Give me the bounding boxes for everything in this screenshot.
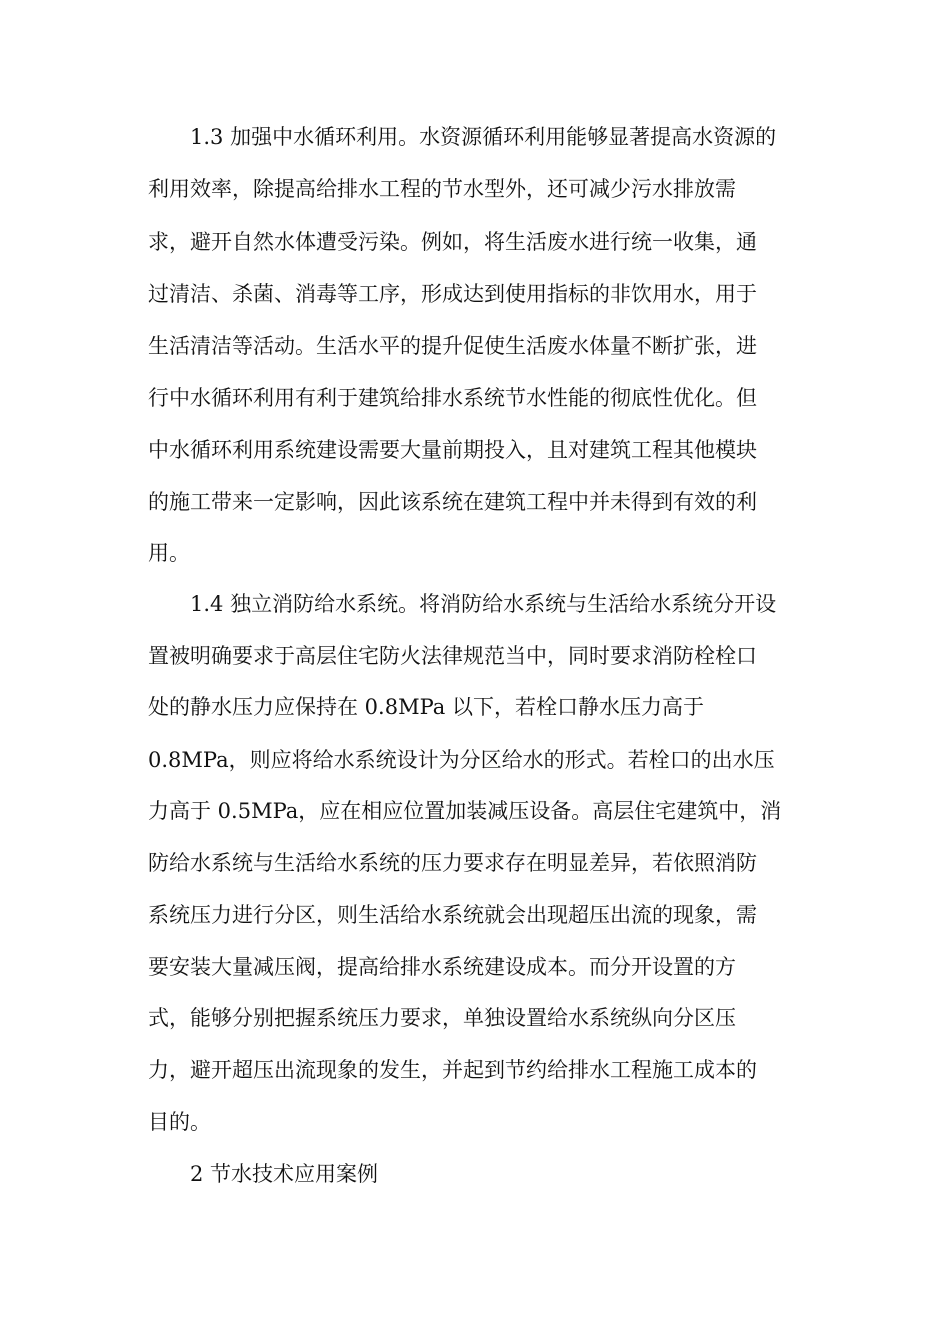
paragraph-2-line-10: 力，避开超压出流现象的发生，并起到节约给排水工程施工成本的 [148, 1058, 757, 1082]
paragraph-2-line-4: 0.8MPa，则应将给水系统设计为分区给水的形式。若栓口的出水压 [148, 748, 775, 772]
paragraph-2-line-11: 目的。 [148, 1110, 211, 1134]
paragraph-2-line-5: 力高于 0.5MPa，应在相应位置加装减压设备。高层住宅建筑中，消 [148, 799, 782, 823]
paragraph-1-line-5: 生活清洁等活动。生活水平的提升促使生活废水体量不断扩张，进 [148, 334, 757, 358]
paragraph-1-line-1: 1.3 加强中水循环利用。水资源循环利用能够显著提高水资源的 [190, 125, 777, 149]
paragraph-1-line-6: 行中水循环利用有利于建筑给排水系统节水性能的彻底性优化。但 [148, 386, 757, 410]
section-heading: 2 节水技术应用案例 [190, 1162, 379, 1186]
paragraph-1-line-4: 过清洁、杀菌、消毒等工序，形成达到使用指标的非饮用水，用于 [148, 282, 757, 306]
paragraph-1-line-7: 中水循环利用系统建设需要大量前期投入，且对建筑工程其他模块 [148, 438, 757, 462]
paragraph-2-line-9: 式，能够分别把握系统压力要求，单独设置给水系统纵向分区压 [148, 1006, 736, 1030]
paragraph-2-line-7: 系统压力进行分区，则生活给水系统就会出现超压出流的现象，需 [148, 903, 757, 927]
paragraph-1-line-2: 利用效率，除提高给排水工程的节水型外，还可减少污水排放需 [148, 177, 736, 201]
paragraph-2-line-1: 1.4 独立消防给水系统。将消防给水系统与生活给水系统分开设 [190, 592, 777, 616]
paragraph-2-line-3: 处的静水压力应保持在 0.8MPa 以下，若栓口静水压力高于 [148, 695, 704, 719]
paragraph-2-line-6: 防给水系统与生活给水系统的压力要求存在明显差异，若依照消防 [148, 851, 757, 875]
paragraph-1-line-9: 用。 [148, 541, 190, 565]
paragraph-2-line-8: 要安装大量减压阀，提高给排水系统建设成本。而分开设置的方 [148, 955, 736, 979]
paragraph-1-line-8: 的施工带来一定影响，因此该系统在建筑工程中并未得到有效的利 [148, 490, 757, 514]
paragraph-2-line-2: 置被明确要求于高层住宅防火法律规范当中，同时要求消防栓栓口 [148, 644, 757, 668]
paragraph-1-line-3: 求，避开自然水体遭受污染。例如，将生活废水进行统一收集，通 [148, 230, 757, 254]
